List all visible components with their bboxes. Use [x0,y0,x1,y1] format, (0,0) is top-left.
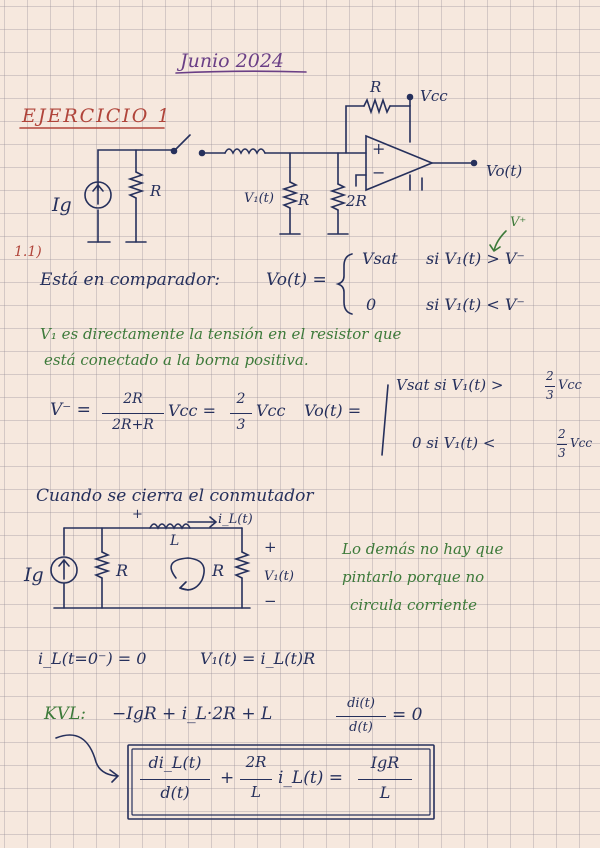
frac2-numerator: 2 [236,391,246,407]
circuit2-r-left-label: R [116,561,129,580]
switch-closed-heading: Cuando se cierra el conmutador [36,486,314,506]
vminus-lhs: V⁻ = [50,400,91,420]
kvl-label: KVL: [44,704,86,724]
kvl-frac-denominator: d(t) [349,720,373,735]
circuit1-vcc-label: Vcc [420,87,448,105]
kvl-tail: = 0 [392,705,423,725]
boxed-frac-denominator: d(t) [160,783,190,802]
circuit1-ig-label: Ig [52,194,72,216]
case4-tail: Vcc [570,436,593,450]
case4-frac-bar [557,444,567,445]
frac2-denominator: 3 [236,417,246,433]
boxed-plus: + [220,768,235,788]
boxed-mid: i_L(t) = [278,768,343,788]
circuit1-vo-label: Vo(t) [486,162,523,180]
case3-tail: Vcc [558,378,582,393]
circuit2-r-right-label: R [212,561,225,580]
green-note2-line2: pintarlo porque no [342,568,485,586]
frac2-bar [230,413,252,414]
page-title: Junio 2024 [180,50,284,72]
frac1-bar [102,413,164,414]
circuit2-inductor-label: L [170,533,180,549]
boxed-frac2-numerator: 2R [245,753,267,771]
boxed-frac-bar [140,779,210,780]
section-number: 1.1) [14,244,42,260]
case4-text: 0 si V₁(t) < [412,434,496,452]
frac1-tail: Vcc = [168,401,216,420]
circuit2-minus-label: − [264,592,277,610]
case4-frac-num: 2 [558,427,566,441]
vplus-note: V⁺ [510,215,527,230]
boxed-frac-numerator: di_L(t) [148,753,202,772]
case1-value: Vsat [362,249,398,268]
initial-condition: i_L(t=0⁻) = 0 [38,649,147,668]
case3-frac-den: 3 [546,388,554,402]
circuit1-v1-label: V₁(t) [244,191,274,206]
frac2-tail: Vcc [256,401,286,420]
opamp-plus-label: + [372,139,386,158]
green-note-line2: está conectado a la borna positiva. [44,351,309,369]
boxed-frac3-denominator: L [379,783,391,802]
case2-condition: si V₁(t) < V⁻ [426,295,525,314]
circuit1-r3-label: 2R [346,192,367,210]
case1-condition: si V₁(t) > V⁻ [426,249,525,268]
case4-frac-den: 3 [558,446,566,460]
circuit1-r2-label: R [298,191,310,209]
green-note2-line3: circula corriente [350,596,477,614]
kvl-frac-numerator: di(t) [347,696,375,711]
case3-text: Vsat si V₁(t) > [396,376,504,394]
green-note2-line1: Lo demás no hay que [342,540,504,558]
frac1-denominator: 2R+R [112,417,154,433]
comparator-text: Está en comparador: [40,270,221,290]
opamp-minus-label: − [372,163,386,182]
circuit2-plus-top: + [132,507,143,522]
green-note-line1: V₁ es directamente la tensión en el resistor que [40,325,402,343]
case3-frac-bar [545,386,555,387]
boxed-frac3-bar [358,779,412,780]
circuit1-feedback-r-label: R [370,78,382,96]
case3-frac-num: 2 [546,369,554,383]
frac1-numerator: 2R [123,391,143,407]
v1-equation: V₁(t) = i_L(t)R [200,649,316,668]
exercise-heading: EJERCICIO 1 [22,105,172,127]
circuit1-r1-label: R [150,182,162,200]
circuit2-v1-label: V₁(t) [264,569,294,584]
vo-label-2: Vo(t) = [304,401,362,420]
boxed-frac2-bar [240,779,272,780]
boxed-frac2-denominator: L [251,783,261,801]
vo-label: Vo(t) = [266,270,327,290]
circuit2-ig-label: Ig [24,564,44,586]
case2-value: 0 [366,295,377,314]
kvl-equation: −IgR + i_L·2R + L [112,704,273,724]
kvl-frac-bar [336,716,386,717]
boxed-frac3-numerator: IgR [370,753,400,772]
circuit2-plus-label: + [264,538,277,556]
circuit2-il-label: i_L(t) [218,512,253,527]
